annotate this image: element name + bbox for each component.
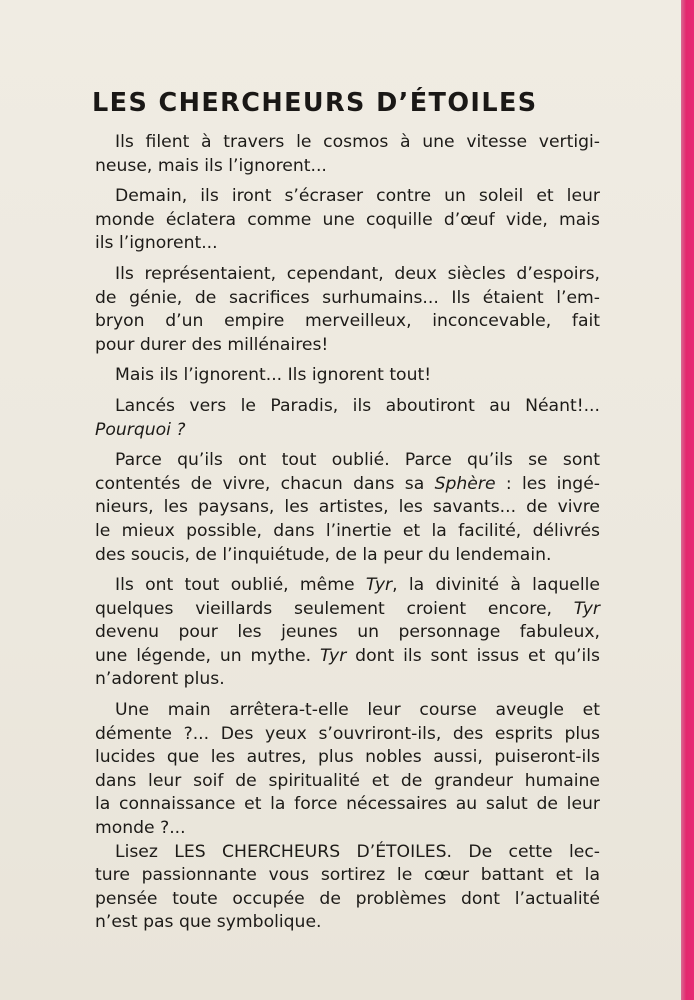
text-line: Lancés vers le Paradis, ils aboutiront au Néant!... bbox=[115, 395, 600, 416]
text-line: Pourquoi ? bbox=[95, 419, 186, 440]
text-line bbox=[95, 574, 600, 598]
text-line: le mieux possible, dans l’inertie et la facilité, délivrés bbox=[95, 520, 600, 541]
text-run-italic: Sphère bbox=[434, 473, 496, 494]
text-line bbox=[95, 645, 600, 669]
blurb-text bbox=[95, 131, 600, 935]
text-line: Une main arrêtera-t-elle leur course aveugle et bbox=[115, 700, 600, 721]
text-run: dont ils sont issus et qu’ils bbox=[346, 645, 600, 666]
text-line bbox=[95, 473, 600, 497]
text-run-italic: Tyr bbox=[320, 645, 347, 666]
text-run: , la divinité à laquelle bbox=[392, 575, 600, 596]
text-line: monde éclatera comme une coquille d’œuf vide, mais bbox=[95, 209, 600, 230]
text-line: dans leur soif de spiritualité et de grandeur humaine bbox=[95, 770, 600, 791]
text-run: Ils ont tout oublié, même bbox=[115, 575, 366, 596]
text-line: démente ?... Des yeux s’ouvriront-ils, des esprits plus bbox=[95, 723, 600, 744]
text-line: Parce qu’ils ont tout oublié. Parce qu’ils se sont bbox=[115, 450, 600, 471]
book-title: LES CHERCHEURS D’ÉTOILES bbox=[92, 88, 538, 118]
text-run-italic: Tyr bbox=[365, 575, 393, 596]
text-run: contentés de vivre, chacun dans sa bbox=[95, 473, 435, 494]
text-line: Ils représentaient, cependant, deux siècles d’espoirs, bbox=[115, 263, 600, 284]
text-run: quelques vieillards seulement croient encore, bbox=[95, 598, 574, 619]
text-run: une légende, un mythe. bbox=[95, 645, 321, 666]
text-line: devenu pour les jeunes un personnage fabuleux, bbox=[95, 622, 600, 643]
text-run: : les ingé- bbox=[495, 473, 600, 494]
text-line: ture passionnante vous sortirez le cœur battant et la bbox=[95, 865, 600, 886]
text-line: ils l’ignorent... bbox=[95, 233, 218, 254]
text-line: pour durer des millénaires! bbox=[95, 334, 329, 355]
text-line bbox=[95, 598, 600, 622]
text-line: neuse, mais ils l’ignorent... bbox=[95, 155, 327, 176]
text-line: lucides que les autres, plus nobles aussi, puiseront-ils bbox=[95, 747, 600, 768]
text-line: bryon d’un empire merveilleux, inconcevable, fait bbox=[95, 311, 600, 332]
text-run-italic: Tyr bbox=[573, 598, 600, 619]
text-line: de génie, de sacrifices surhumains... Ils étaient l’em- bbox=[95, 287, 600, 308]
text-line: pensée toute occupée de problèmes dont l’actualité bbox=[95, 888, 600, 909]
text-line: Mais ils l’ignorent... Ils ignorent tout! bbox=[115, 365, 432, 386]
text-line: n’est pas que symbolique. bbox=[95, 912, 322, 933]
pink-spine-edge bbox=[681, 0, 694, 1000]
text-line: Demain, ils iront s’écraser contre un soleil et leur bbox=[115, 186, 600, 207]
text-line: monde ?... bbox=[95, 818, 186, 839]
text-line: nieurs, les paysans, les artistes, les savants... de vivre bbox=[95, 497, 600, 518]
text-line: n’adorent plus. bbox=[95, 669, 225, 690]
text-line: la connaissance et la force nécessaires au salut de leur bbox=[95, 794, 600, 815]
text-line: des soucis, de l’inquiétude, de la peur du lendemain. bbox=[95, 544, 552, 565]
text-line: Ils filent à travers le cosmos à une vitesse vertigi- bbox=[115, 132, 600, 152]
text-line: Lisez LES CHERCHEURS D’ÉTOILES. De cette lec- bbox=[115, 841, 600, 862]
